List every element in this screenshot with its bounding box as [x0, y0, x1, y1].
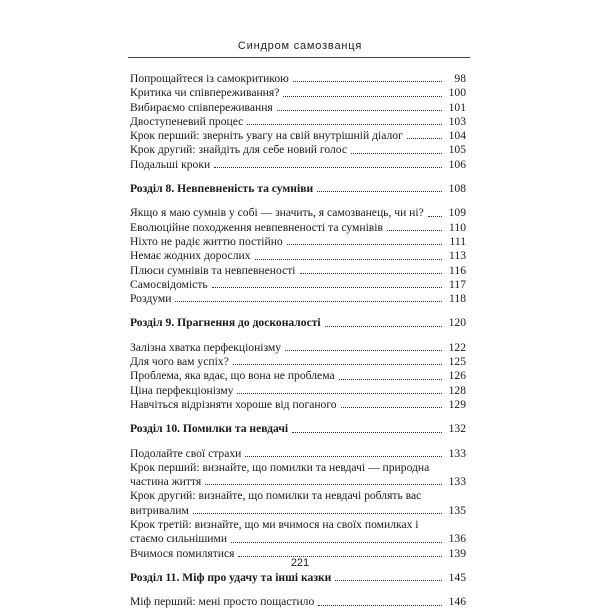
toc-title-line1: Крок другий: визнайте, що помилки та невдачі роблять вас	[130, 489, 422, 503]
toc-entry	[130, 292, 466, 306]
toc-page: 98	[454, 72, 466, 85]
dot-leader	[283, 96, 442, 97]
dot-leader	[214, 167, 442, 168]
dot-leader	[231, 542, 442, 543]
toc-entry	[130, 278, 466, 292]
toc-page: 136	[448, 532, 466, 546]
toc-entry	[130, 369, 466, 383]
toc-page: 118	[449, 292, 466, 306]
dot-leader	[287, 244, 442, 245]
toc-page: 103	[448, 114, 466, 128]
toc-title: Залізна хватка перфекціонізму	[130, 340, 282, 354]
toc-page: 110	[449, 220, 466, 234]
toc-title: Вчимося помилятися	[130, 546, 235, 560]
toc-entry-multiline	[130, 489, 466, 518]
dot-leader	[317, 191, 442, 192]
dot-leader	[387, 230, 442, 231]
toc-title: Критика чи співпереживання?	[130, 86, 280, 100]
toc-page: 133	[448, 475, 466, 489]
toc-title-line2: стаємо сильнішими	[130, 532, 228, 546]
toc-title: Навчіться відрізняти хороше від поганого	[130, 397, 337, 411]
dot-leader	[245, 456, 442, 457]
toc-entry	[130, 235, 466, 249]
dot-leader	[325, 326, 442, 327]
toc-title: Плюси сумнівів та невпевненості	[130, 263, 296, 277]
toc-page: 101	[448, 100, 466, 114]
toc-entry	[130, 355, 466, 369]
dot-leader	[175, 301, 442, 302]
dot-leader	[339, 379, 442, 380]
toc-page: 120	[448, 316, 466, 330]
toc-page: 129	[448, 397, 466, 411]
dot-leader	[277, 110, 442, 111]
chapter-title: Розділ 10. Помилки та невдачі	[130, 422, 289, 436]
toc-title-line1: Крок третій: визнайте, що ми вчимося на своїх помилках і	[130, 518, 419, 532]
dot-leader	[285, 350, 442, 351]
header-rule	[128, 57, 470, 58]
toc-entry-multiline	[130, 461, 466, 490]
toc-entry	[130, 101, 466, 115]
toc-title: Міф перший: мені просто пощастило	[130, 595, 315, 609]
toc-page: 108	[448, 182, 466, 196]
toc-page: 106	[448, 157, 466, 171]
toc-title-line2: витривалим	[130, 503, 189, 517]
toc-entry-multiline	[130, 518, 466, 547]
toc-page: 111	[449, 234, 466, 248]
dot-leader	[341, 407, 442, 408]
toc-title: Подолайте свої страхи	[130, 446, 242, 460]
toc-title: Для чого вам успіх?	[130, 355, 229, 369]
toc-title-line2: частина життя	[130, 475, 202, 489]
toc-entry	[130, 221, 466, 235]
toc-entry	[130, 206, 466, 220]
toc-page: 117	[449, 277, 466, 291]
toc-entry	[130, 249, 466, 263]
toc-title-line1: Крок перший: визнайте, що помилки та невдачі — природна	[130, 460, 430, 474]
toc-page: 122	[448, 340, 466, 354]
toc-page: 100	[448, 86, 466, 100]
dot-leader	[300, 273, 442, 274]
toc-page: 135	[448, 503, 466, 517]
toc-page: 113	[449, 249, 466, 263]
toc-title: Крок другий: знайдіть для себе новий голос	[130, 143, 348, 157]
dot-leader	[212, 287, 442, 288]
dot-leader	[193, 513, 442, 514]
toc-title: Подальші кроки	[130, 157, 211, 171]
toc-entry	[130, 72, 466, 86]
toc-page: 126	[448, 369, 466, 383]
dot-leader	[407, 138, 442, 139]
toc-title: Немає жодних дорослих	[130, 249, 251, 263]
toc-entry	[130, 86, 466, 100]
toc-entry	[130, 595, 466, 609]
page-number: 221	[290, 557, 310, 569]
dot-leader	[255, 259, 443, 260]
chapter-title: Розділ 8. Невпевненість та сумніви	[130, 182, 314, 196]
table-of-contents	[130, 72, 466, 610]
toc-chapter-entry	[130, 182, 466, 196]
toc-title: Ніхто не радіє життю постійно	[130, 234, 283, 248]
dot-leader	[335, 580, 442, 581]
dot-leader	[318, 605, 442, 606]
toc-page: 105	[448, 143, 466, 157]
dot-leader	[233, 364, 442, 365]
dot-leader	[247, 124, 442, 125]
dot-leader	[351, 153, 442, 154]
toc-page: 104	[448, 129, 466, 143]
toc-title: Якщо я маю сумнів у собі — значить, я самозванець, чи ні?	[130, 206, 424, 220]
toc-page: 146	[448, 595, 466, 609]
toc-page: 125	[448, 355, 466, 369]
toc-title: Самосвідомість	[130, 277, 208, 291]
toc-entry	[130, 129, 466, 143]
toc-page: 145	[448, 570, 466, 584]
toc-page: 116	[449, 263, 466, 277]
toc-chapter-entry	[130, 316, 466, 330]
toc-entry	[130, 115, 466, 129]
toc-entry	[130, 158, 466, 172]
toc-entry	[130, 398, 466, 412]
dot-leader	[292, 432, 442, 433]
toc-entry	[130, 143, 466, 157]
running-title: Синдром самозванця	[237, 40, 363, 52]
toc-entry	[130, 264, 466, 278]
toc-page: 133	[448, 446, 466, 460]
toc-title: Проблема, яка вдає, що вона не проблема	[130, 369, 335, 383]
toc-page: 139	[448, 546, 466, 560]
dot-leader	[237, 393, 442, 394]
toc-page: 132	[448, 422, 466, 436]
toc-title: Еволюційне походження невпевненості та сумнівів	[130, 220, 383, 234]
toc-title: Ціна перфекціонізму	[130, 383, 234, 397]
toc-title: Попрощайтеся із самокритикою	[130, 72, 289, 85]
toc-title: Роздуми	[130, 292, 172, 306]
toc-page: 109	[448, 206, 466, 220]
toc-entry	[130, 341, 466, 355]
dot-leader	[428, 216, 442, 217]
toc-chapter-entry	[130, 422, 466, 436]
toc-title: Двоступеневий процес	[130, 114, 244, 128]
toc-entry	[130, 384, 466, 398]
toc-page: 128	[448, 383, 466, 397]
toc-title: Вибираємо співпереживання	[130, 100, 273, 114]
toc-chapter-entry	[130, 571, 466, 585]
toc-title: Крок перший: зверніть увагу на свій внутрішній діалог	[130, 129, 403, 143]
chapter-title: Розділ 9. Прагнення до досконалості	[130, 316, 321, 330]
toc-entry	[130, 447, 466, 461]
chapter-title: Розділ 11. Міф про удачу та інші казки	[130, 570, 332, 584]
dot-leader	[205, 484, 442, 485]
dot-leader	[293, 81, 442, 82]
